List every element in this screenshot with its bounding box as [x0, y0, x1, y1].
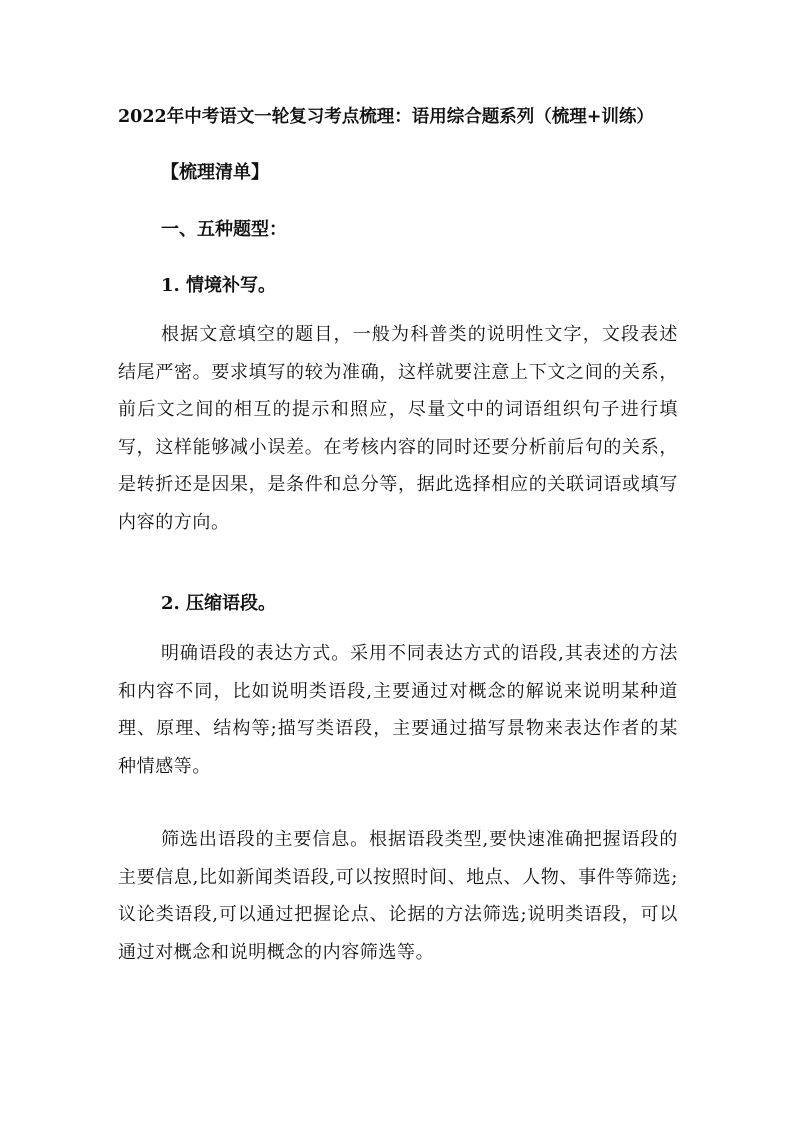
item1-heading: 1. 情境补写。 [161, 275, 277, 296]
item1-paragraph: 根据文意填空的题目，一般为科普类的说明性文字，文段表述结尾严密。要求填写的较为准确，这样就要注意上下文之间的关系，前后文之间的相互的提示和照应，尽量文中的词语组织句子进行填写，这样能够减小误差。在考核内容的同时还要分析前后句的关系，是转折还是因果，是条件和总分等，据此选择相应的关联词语或填写内容的方向。 [118, 324, 678, 533]
item2-paragraph1: 明确语段的表达方式。采用不同表达方式的语段,其表述的方法和内容不同，比如说明类语段,主要通过对概念的解说来说明某种道理、原理、结构等;描写类语段，主要通过描写景物来表达作者的某种情感等。 [118, 643, 678, 777]
section-heading: 【梳理清单】 [161, 162, 269, 183]
item2-heading: 2. 压缩语段。 [161, 593, 277, 614]
subsection-heading: 一、五种题型： [161, 219, 287, 240]
document-title: 2022年中考语文一轮复习考点梳理：语用综合题系列（梳理+训练） [118, 107, 654, 127]
item2-paragraph2: 筛选出语段的主要信息。根据语段类型,要快速准确把握语段的主要信息,比如新闻类语段,可以按照时间、地点、人物、事件等筛选;议论类语段,可以通过把握论点、论据的方法筛选;说明类语段，可以通过对概念和说明概念的内容筛选等。 [118, 829, 678, 963]
